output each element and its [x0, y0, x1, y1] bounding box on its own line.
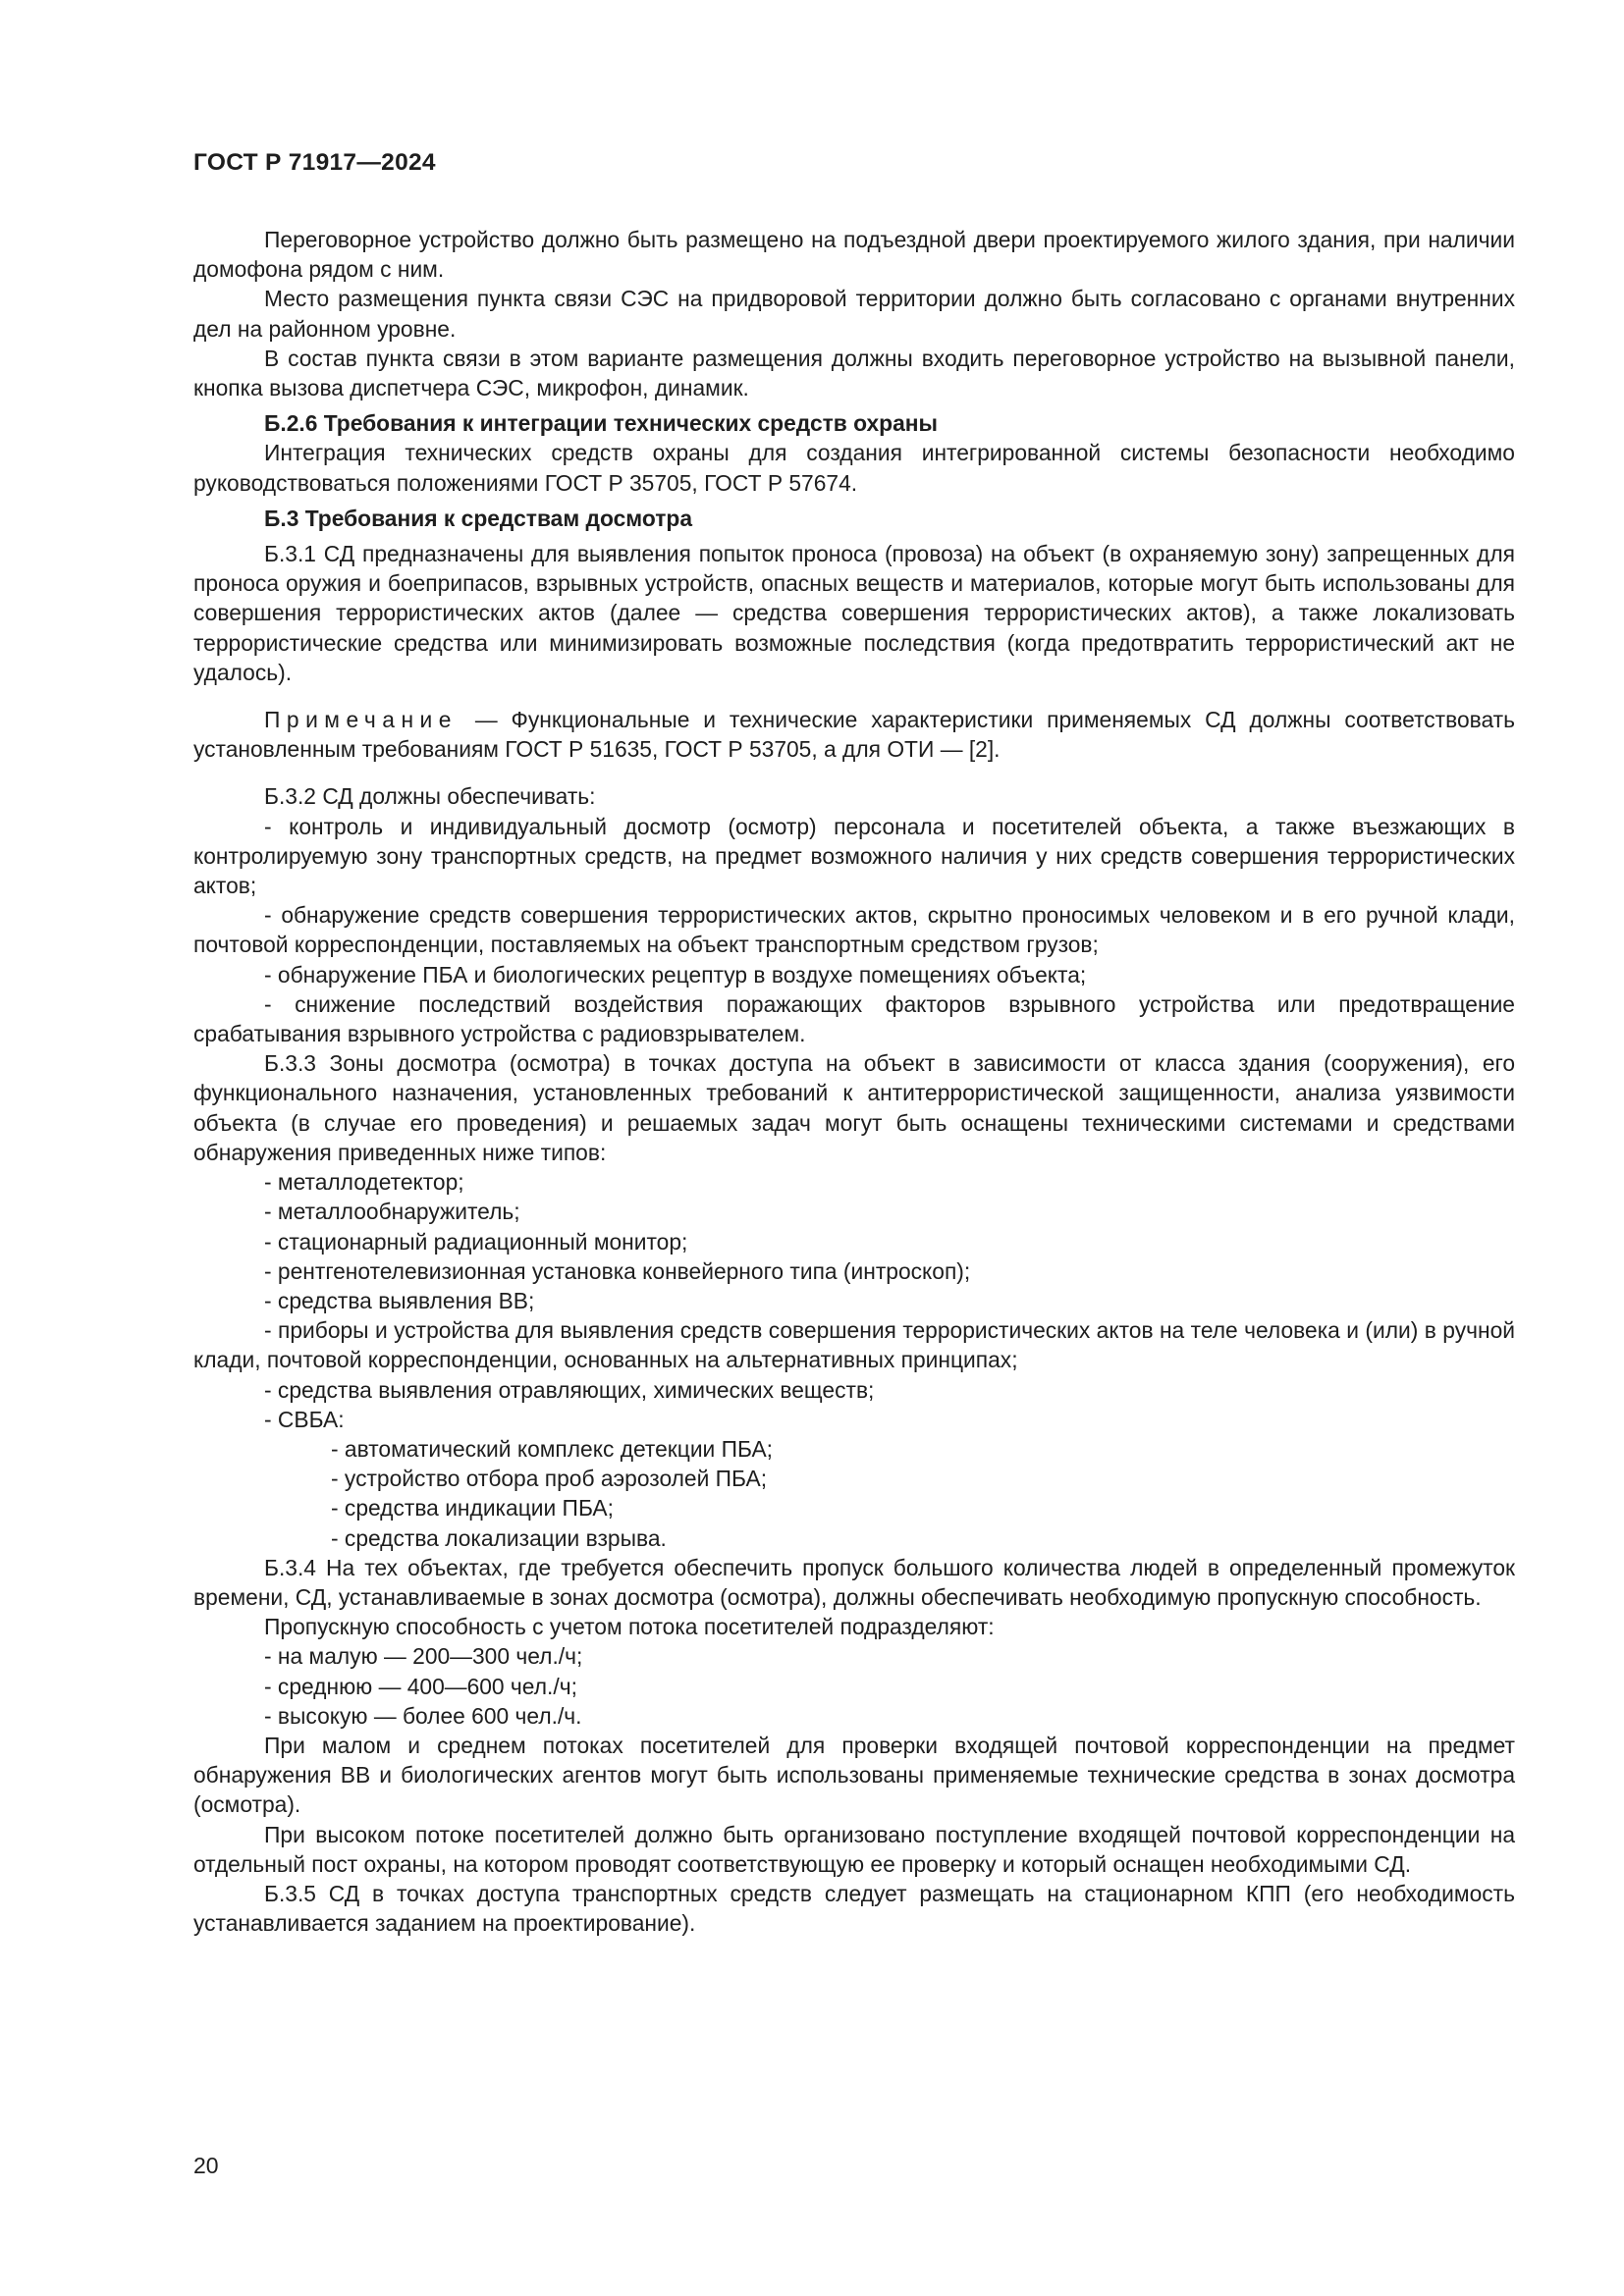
- paragraph: Место размещения пункта связи СЭС на придворовой территории должно быть согласовано с органами внутренних дел на районном уровне.: [193, 286, 1515, 342]
- sub-list-item: - автоматический комплекс детекции ПБА;: [331, 1435, 774, 1462]
- list-item: - средства выявления отравляющих, химических веществ;: [264, 1376, 875, 1403]
- list-item: - на малую — 200—300 чел./ч;: [264, 1643, 583, 1670]
- section-heading-b3: Б.3 Требования к средствам досмотра: [264, 505, 693, 531]
- paragraph: Интеграция технических средств охраны для создания интегрированной системы безопасности необходимо руководствоваться положениями ГОСТ Р 35705, ГОСТ Р 57674.: [193, 440, 1515, 496]
- page-number: 20: [193, 2153, 219, 2178]
- list-item: - стационарный радиационный монитор;: [264, 1228, 688, 1255]
- document-body: [193, 225, 1515, 1938]
- paragraph-b35: Б.3.5 СД в точках доступа транспортных средств следует размещать на стационарном КПП (его необходимость устанавливается заданием на проектирование).: [193, 1880, 1515, 1937]
- note-text: — Функциональные и технические характеристики применяемых СД должны соответствовать установленным требованиям ГОСТ Р 51635, ГОСТ Р 53705, а для ОТИ — [2].: [193, 707, 1515, 763]
- sub-list-item: - устройство отбора проб аэрозолей ПБА;: [331, 1466, 768, 1492]
- paragraph-b32: Б.3.2 СД должны обеспечивать:: [264, 783, 596, 810]
- list-item: - рентгенотелевизионная установка конвейерного типа (интроскоп);: [264, 1257, 971, 1284]
- paragraph-b33: Б.3.3 Зоны досмотра (осмотра) в точках доступа на объект в зависимости от класса здания (сооружения), его функционального назначения, установленных требований к антитеррористической защищенности, анализа уязвимости объекта (в случае его проведения) и решаемых задач могут быть оснащены техническими системами и средствами обнаружения приведенных ниже типов:: [193, 1050, 1515, 1165]
- list-item: - среднюю — 400—600 чел./ч;: [264, 1673, 577, 1699]
- list-item: - металлодетектор;: [264, 1169, 464, 1196]
- paragraph: Пропускную способность с учетом потока посетителей подразделяют:: [264, 1614, 995, 1640]
- paragraph: В состав пункта связи в этом варианте размещения должны входить переговорное устройство на вызывной панели, кнопка вызова диспетчера СЭС, микрофон, динамик.: [193, 345, 1515, 401]
- list-item: - снижение последствий воздействия поражающих факторов взрывного устройства или предотвращение срабатывания взрывного устройства с радиовзрывателем.: [193, 990, 1515, 1047]
- section-heading-b26: Б.2.6 Требования к интеграции технических средств охраны: [264, 410, 939, 437]
- list-item: - обнаружение ПБА и биологических рецептур в воздухе помещениях объекта;: [264, 961, 1087, 988]
- list-item: - контроль и индивидуальный досмотр (осмотр) персонала и посетителей объекта, а также въезжающих в контролируемую зону транспортных средств, на предмет возможного наличия у них средств совершения террористических актов;: [193, 813, 1515, 899]
- list-item: - высокую — более 600 чел./ч.: [264, 1702, 582, 1729]
- list-item: - средства выявления ВВ;: [264, 1287, 535, 1313]
- list-item: - обнаружение средств совершения террористических актов, скрытно проносимых человеком и в его ручной клади, почтовой корреспонденции, поставляемых на объект транспортным средством грузов;: [193, 902, 1515, 958]
- paragraph-b31: Б.3.1 СД предназначены для выявления попыток проноса (провоза) на объект (в охраняемую зону) запрещенных для проноса оружия и боеприпасов, взрывных устройств, опасных веществ и материалов, которые могут быть использованы для совершения террористических актов (далее — средства совершения террористических актов), а также локализовать террористические средства или минимизировать возможные последствия (когда предотвратить террористический акт не удалось).: [193, 541, 1515, 685]
- sub-list-item: - средства индикации ПБА;: [331, 1495, 614, 1522]
- paragraph: Переговорное устройство должно быть размещено на подъездной двери проектируемого жилого здания, при наличии домофона рядом с ним.: [193, 227, 1515, 283]
- list-item: - приборы и устройства для выявления средств совершения террористических актов на теле человека и (или) в ручной клади, почтовой корреспонденции, основанных на альтернативных принципах;: [193, 1317, 1515, 1373]
- note-label: Примечание: [264, 707, 458, 733]
- document-header: ГОСТ Р 71917—2024: [193, 149, 436, 176]
- list-item: - СВБА:: [264, 1406, 345, 1432]
- sub-list-item: - средства локализации взрыва.: [331, 1524, 667, 1551]
- list-item: - металлообнаружитель;: [264, 1199, 520, 1225]
- note-paragraph: [193, 705, 1515, 764]
- paragraph: При высоком потоке посетителей должно быть организовано поступление входящей почтовой корреспонденции на отдельный пост охраны, на котором проводят соответствующую ее проверку и который оснащен необходимыми СД.: [193, 1821, 1515, 1877]
- paragraph: При малом и среднем потоках посетителей для проверки входящей почтовой корреспонденции на предмет обнаружения ВВ и биологических агентов могут быть использованы применяемые технические средства в зонах досмотра (осмотра).: [193, 1732, 1515, 1818]
- paragraph-b34: Б.3.4 На тех объектах, где требуется обеспечить пропуск большого количества людей в определенный промежуток времени, СД, устанавливаемые в зонах досмотра (осмотра), должны обеспечивать необходимую пропускную способность.: [193, 1554, 1515, 1610]
